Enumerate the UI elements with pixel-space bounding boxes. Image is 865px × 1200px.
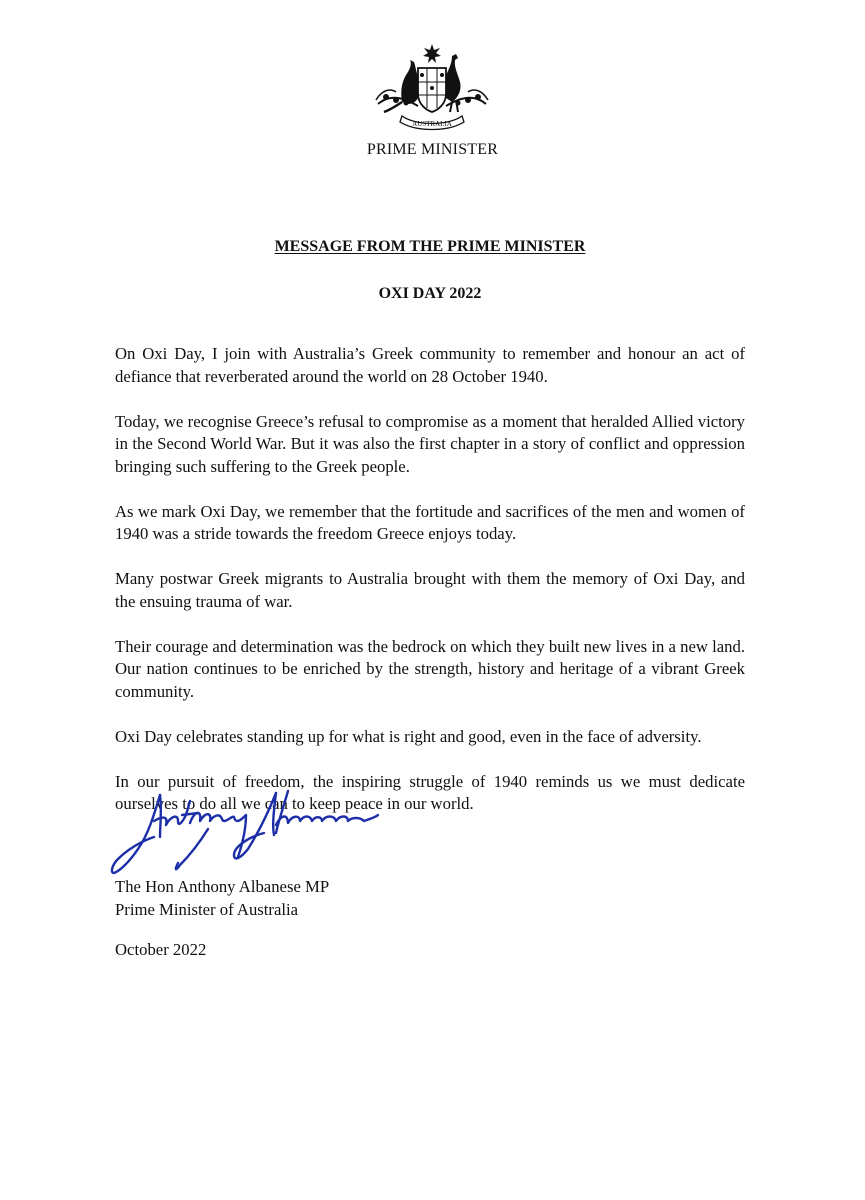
- paragraph: Many postwar Greek migrants to Australia brought with them the memory of Oxi Day, and the ensuing trauma of war.: [115, 569, 745, 611]
- paragraph: As we mark Oxi Day, we remember that the fortitude and sacrifices of the men and women of 1940 was a stride towards the freedom Greece enjoys today.: [115, 501, 745, 543]
- paragraph: Oxi Day celebrates standing up for what is right and good, even in the face of adversity.: [115, 726, 702, 746]
- document-heading: MESSAGE FROM THE PRIME MINISTER: [274, 238, 586, 255]
- office-title: PRIME MINISTER: [366, 141, 499, 158]
- paragraph: In our pursuit of freedom, the inspiring struggle of 1940 reminds us we must dedicate ourselves to do all we can to keep peace in our world.: [115, 771, 745, 813]
- document-subheading: OXI DAY 2022: [378, 285, 482, 302]
- paragraph: On Oxi Day, I join with Australia’s Greek community to remember and honour an act of defiance that reverberated around the world on 28 October 1940.: [115, 344, 745, 386]
- crest-motto: AUSTRALIA: [412, 120, 452, 128]
- letter-date: October 2022: [115, 940, 207, 959]
- paragraph: Their courage and determination was the bedrock on which they built new lives in a new land. Our nation continues to be enriched by the strength, history and heritage of a vibrant Greek community.: [115, 636, 745, 701]
- signatory-title: Prime Minister of Australia: [115, 899, 299, 919]
- paragraph: Today, we recognise Greece’s refusal to compromise as a moment that heralded Allied victory in the Second World War. But it was also the first chapter in a story of conflict and oppression bringing such suffering to the Greek people.: [115, 411, 745, 476]
- letter-body: [115, 343, 745, 838]
- handwritten-signature-icon: [108, 785, 383, 880]
- signatory-name: The Hon Anthony Albanese MP: [115, 877, 330, 896]
- coat-of-arms-icon: [372, 42, 492, 134]
- signoff-block: [115, 876, 329, 921]
